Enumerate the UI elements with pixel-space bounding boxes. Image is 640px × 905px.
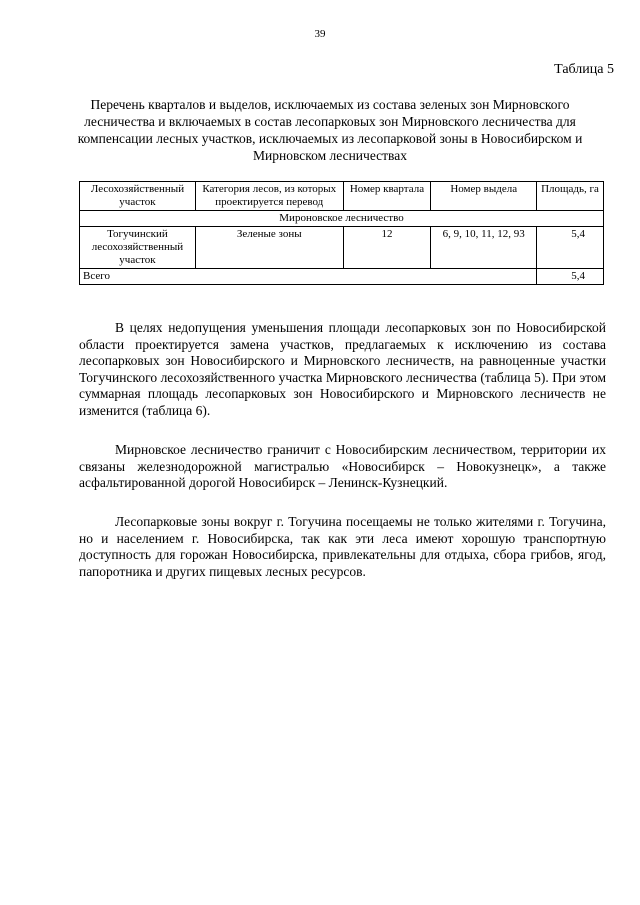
total-label: Всего	[80, 269, 537, 285]
table-caption: Таблица 5	[554, 62, 614, 77]
table-header-row	[80, 182, 604, 211]
total-area: 5,4	[537, 269, 604, 285]
paragraph-3-block	[79, 514, 606, 580]
paragraph-2-block	[79, 442, 606, 492]
table-total-row	[80, 269, 604, 285]
header-quarter: Номер квартала	[343, 182, 431, 211]
paragraph: В целях недопущения уменьшения площади лесопарковых зон по Новосибирской области проектируется замена участков, предлагаемых к исключению из состава лесопарковых зон Новосибирского и Мирновского лесничеств, на равноценные участки Тогучинского лесохозяйственного участка Мирновского лесничества (таблица 5). При этом суммарная площадь лесопарковых зон Новосибирского и Мирновского лесничеств не изменится (таблица 6).	[79, 320, 606, 418]
table-title: Перечень кварталов и выделов, исключаемых из состава зеленых зон Мирновского лесничества и включаемых в состав лесопарковых зон Мирновского лесничества для компенсации лесных участков, исключаемых из лесопарковой зоны в Новосибирском и Мирновском лесничествах	[77, 97, 583, 163]
section-label: Мироновское лесничество	[80, 211, 604, 227]
cell-category: Зеленые зоны	[195, 227, 343, 269]
cell-site: Тогучинский лесохозяйственный участок	[80, 227, 196, 269]
cell-plots: 6, 9, 10, 11, 12, 93	[431, 227, 537, 269]
header-category: Категория лесов, из которых проектируется перевод	[195, 182, 343, 211]
cell-quarter: 12	[343, 227, 431, 269]
header-area: Площадь, га	[537, 182, 604, 211]
paragraph-1-block	[79, 320, 606, 419]
header-plots: Номер выдела	[431, 182, 537, 211]
cell-area: 5,4	[537, 227, 604, 269]
page-number: 39	[314, 28, 326, 40]
table-row	[80, 227, 604, 269]
forest-plots-table	[79, 181, 604, 285]
paragraph: Мирновское лесничество граничит с Новосибирским лесничеством, территории их связаны железнодорожной магистралью «Новосибирск – Новокузнецк», а также асфальтированной дорогой Новосибирск – Ленинск-Кузнецкий.	[79, 442, 606, 490]
table-section-row	[80, 211, 604, 227]
header-site: Лесохозяйственный участок	[80, 182, 196, 211]
paragraph: Лесопарковые зоны вокруг г. Тогучина посещаемы не только жителями г. Тогучина, но и населением г. Новосибирска, так как эти леса имеют хорошую транспортную доступность для горожан Новосибирска, привлекательны для отдыха, сбора грибов, ягод, папоротника и других пищевых лесных ресурсов.	[79, 514, 606, 579]
